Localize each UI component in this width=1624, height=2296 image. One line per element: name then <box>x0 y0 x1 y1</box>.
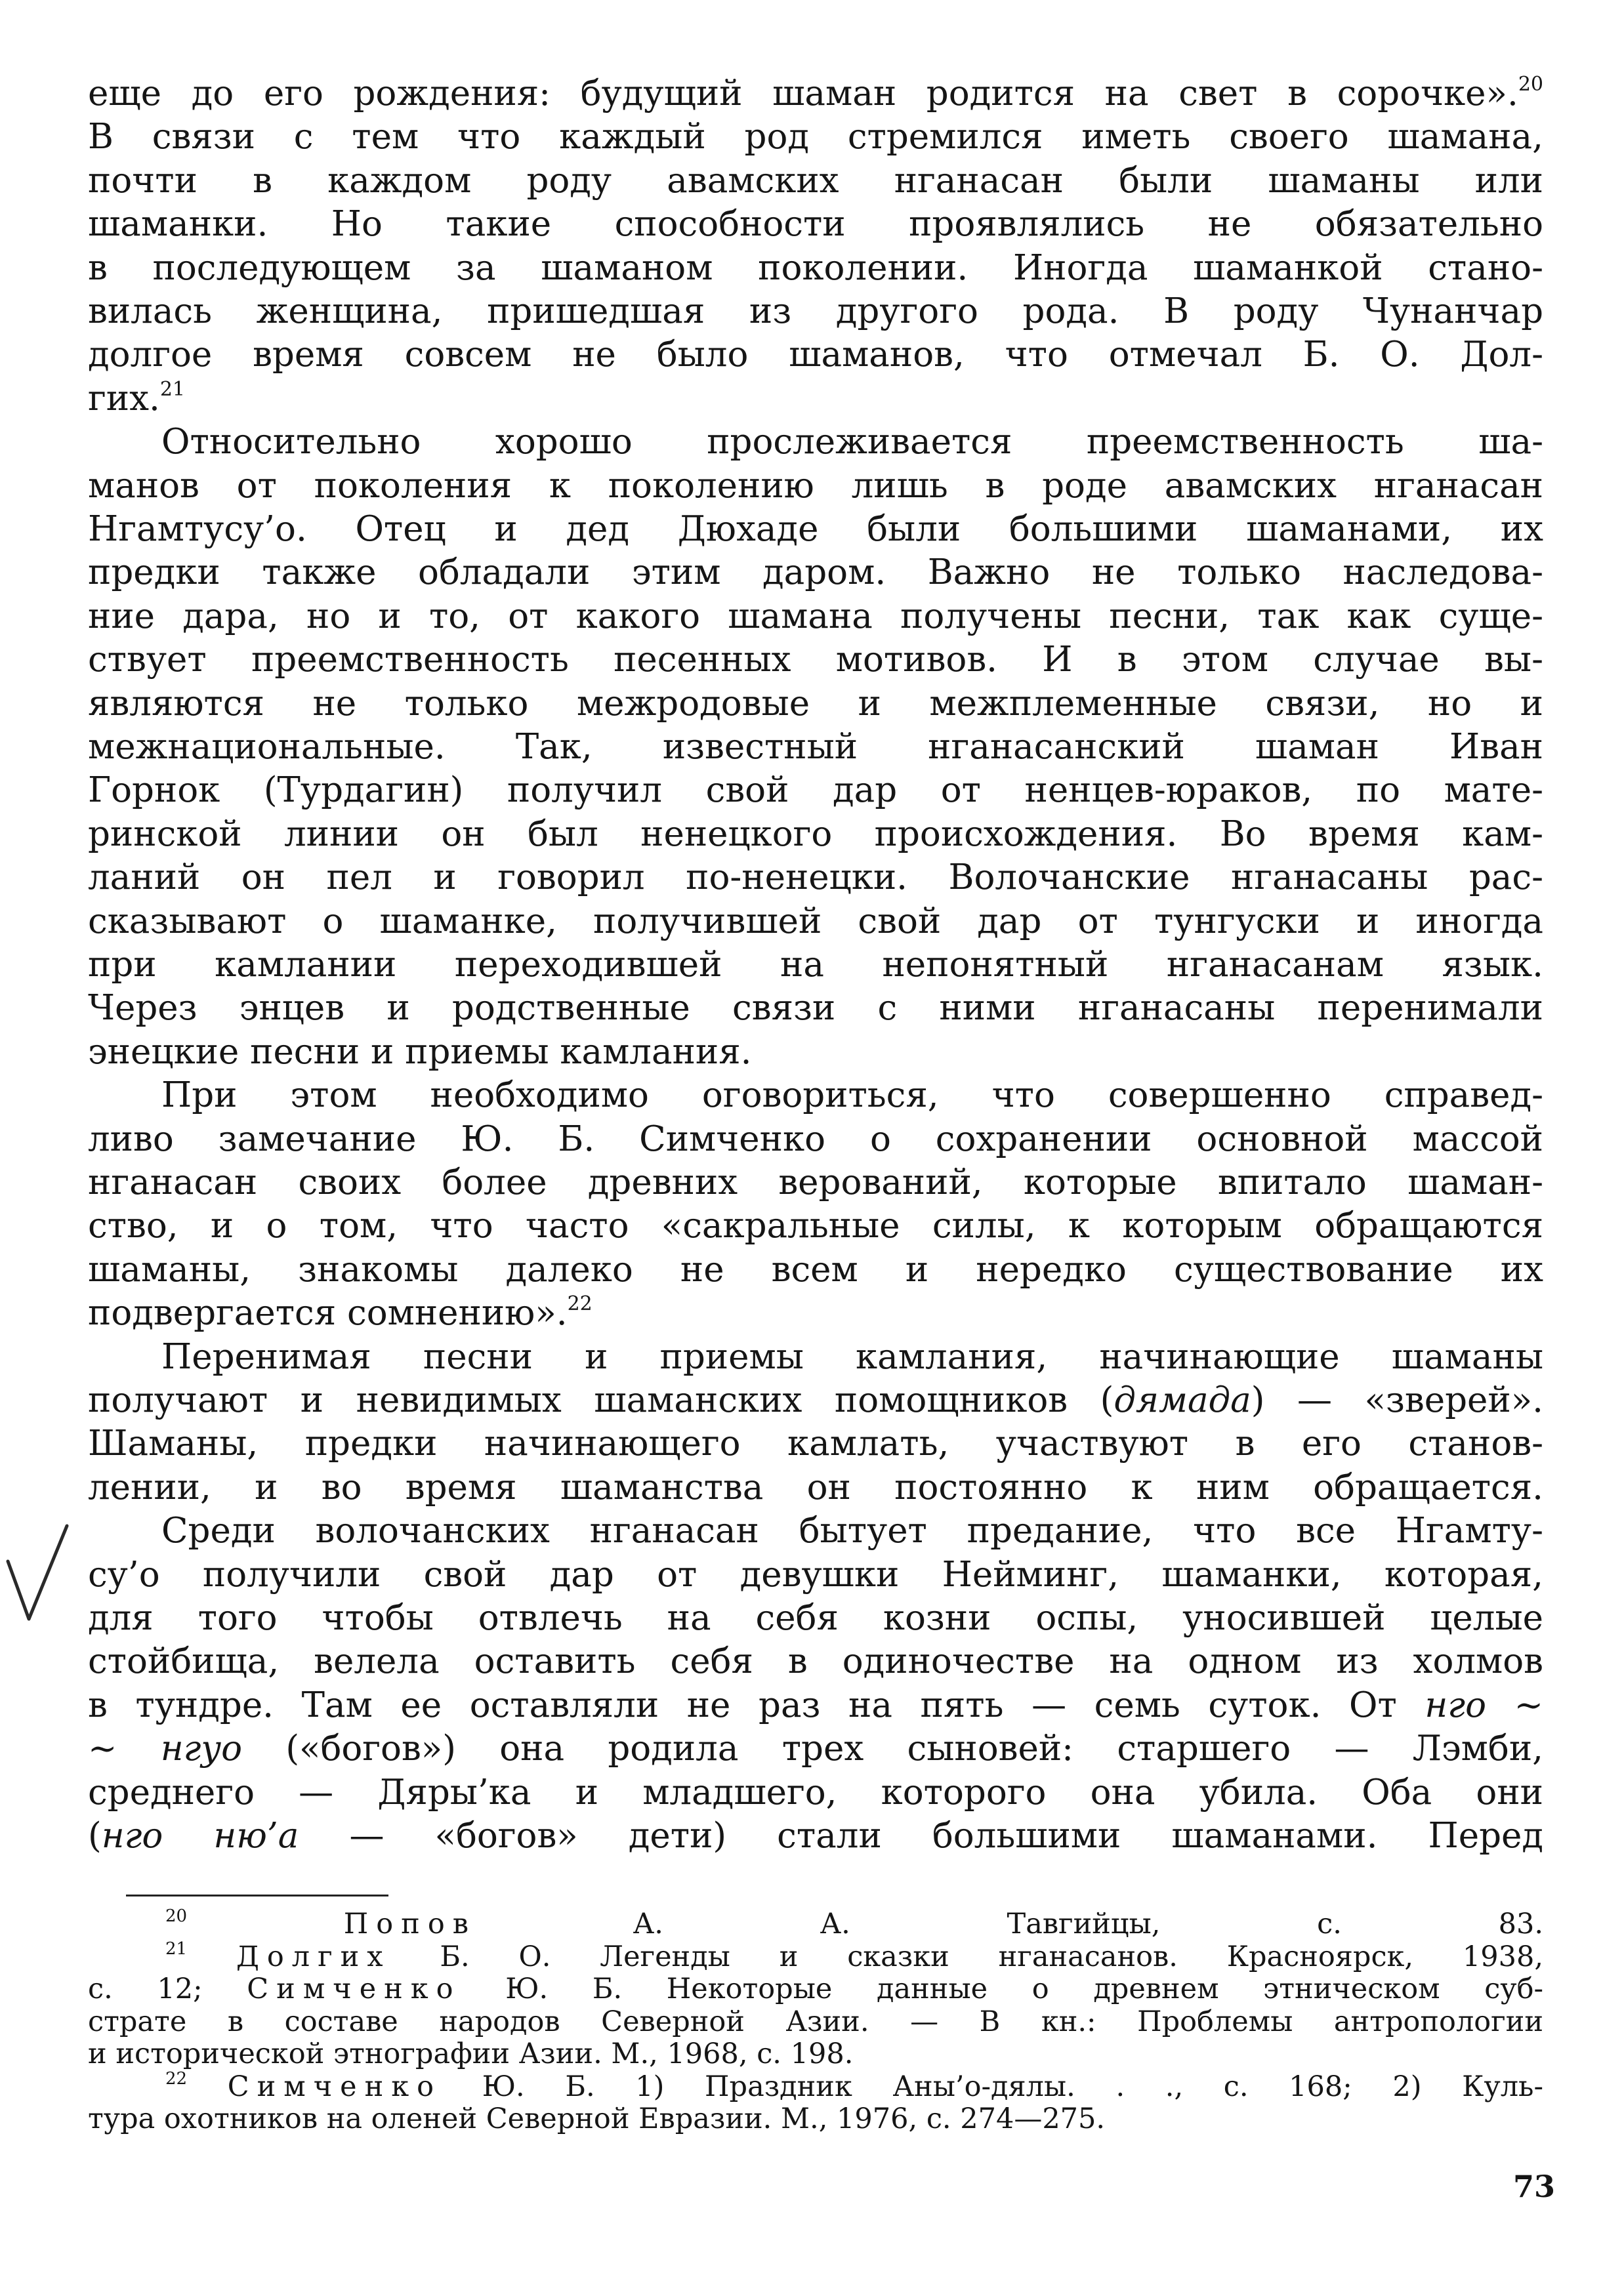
text-run: манов от поколения к поколению лишь в роде авамских нганасан <box>88 465 1543 506</box>
footnote-line <box>165 1940 1543 1973</box>
text-line <box>88 1204 1543 1248</box>
text-line <box>88 1379 1543 1422</box>
text-run: гих. <box>88 378 160 419</box>
text-line <box>88 1771 1543 1814</box>
text-run: подвергается сомнению». <box>88 1293 568 1334</box>
author-name: Симченко <box>247 1973 461 2005</box>
text-run: ство, и о том, что часто «сакральные силы, к которым обращаются <box>88 1206 1543 1246</box>
text-run: ливо замечание Ю. Б. Симченко о сохранении основной массой <box>88 1118 1543 1159</box>
footnote-divider <box>126 1895 388 1896</box>
text-line <box>88 943 1543 987</box>
footnote-line <box>165 1908 1543 1940</box>
text-run: для того чтобы отвлечь на себя козни оспы, уносившей целые <box>88 1598 1543 1638</box>
check-mark-icon <box>4 1521 76 1632</box>
text-run: межнациональные. Так, известный нганасанский шаман Иван <box>88 727 1543 767</box>
text-run: Ю. Б. 1) Праздник Аны’о-дялы. . ., с. 168; 2) Куль- <box>442 2070 1544 2103</box>
text-run <box>187 1940 236 1973</box>
text-line <box>88 203 1543 246</box>
footnote-line <box>165 2070 1543 2103</box>
text-run: энецкие песни и приемы камлания. <box>88 1031 752 1072</box>
text-run: Горнок (Турдагин) получил свой дар от ненцев-юраков, по мате- <box>88 770 1543 811</box>
text-line <box>161 1074 1543 1117</box>
text-line <box>88 290 1543 333</box>
text-line <box>88 1118 1543 1161</box>
footnote-line <box>88 2038 1543 2070</box>
text-line <box>88 1597 1543 1640</box>
footnote-ref: 20 <box>165 1906 188 1926</box>
footnote-ref: 22 <box>567 1292 593 1316</box>
text-run: страте в составе народов Северной Азии. — В кн.: Проблемы антропологии <box>88 2005 1543 2038</box>
text-line <box>88 1640 1543 1683</box>
text-run: стойбища, велела оставить себя в одиночестве на одном из холмов <box>88 1641 1543 1682</box>
text-line <box>88 159 1543 203</box>
text-line <box>88 1422 1543 1466</box>
text-run: Среди волочанских нганасан бытует предание, что все Нгамту- <box>161 1511 1543 1551</box>
text-run: лении, и во время шаманства он постоянно к ним обращается. <box>88 1467 1543 1507</box>
text-run: — «богов» дети) стали большими шаманами. Перед <box>299 1816 1544 1856</box>
footnote-line <box>88 1973 1543 2005</box>
italic-term: ~ нгуо <box>88 1729 243 1769</box>
text-run: Нгамтусу’о. Отец и дед Дюхаде были большими шаманами, их <box>88 509 1543 549</box>
text-run: ствует преемственность песенных мотивов. И в этом случае вы- <box>88 640 1543 680</box>
footnote-ref: 20 <box>1518 73 1543 96</box>
text-run: при камлании переходившей на непонятный нганасанам язык. <box>88 945 1543 985</box>
text-run: Относительно хорошо прослеживается преемственность ша- <box>161 422 1543 462</box>
text-run: тура охотников на оленей Северной Евразии. М., 1976, с. 274—275. <box>88 2102 1106 2135</box>
text-line <box>88 1031 1543 1074</box>
text-run: являются не только межродовые и межплеменные связи, но и <box>88 683 1543 724</box>
text-line <box>88 1553 1543 1597</box>
text-line <box>88 464 1543 508</box>
text-run: в тундре. Там ее оставляли не раз на пять — семь суток. От <box>88 1685 1425 1725</box>
footnote-line <box>88 2005 1543 2038</box>
text-run: ) — «зверей». <box>1251 1380 1543 1420</box>
text-run <box>187 1908 344 1940</box>
text-line <box>88 987 1543 1030</box>
text-run: предки также обладали этим даром. Важно не только наследова- <box>88 552 1543 593</box>
text-line <box>88 769 1543 812</box>
text-line <box>88 115 1543 159</box>
text-line <box>88 551 1543 594</box>
text-run: Через энцев и родственные связи с ними нганасаны перенимали <box>88 988 1543 1029</box>
text-run: вилась женщина, пришедшая из другого рода. В роду Чунанчар <box>88 291 1543 331</box>
text-line <box>88 813 1543 856</box>
text-run: ( <box>88 1816 102 1856</box>
text-line <box>88 333 1543 377</box>
text-line <box>88 1161 1543 1204</box>
italic-term: нго ню’а <box>101 1816 299 1856</box>
text-line <box>88 682 1543 726</box>
text-run: су’о получили свой дар от девушки Нейминг, шаманки, которая, <box>88 1554 1543 1595</box>
footnote-ref: 21 <box>165 1938 188 1959</box>
text-run: почти в каждом роду авамских нганасан были шаманы или <box>88 160 1543 201</box>
author-name: Долгих <box>236 1940 391 1973</box>
italic-term: дямада <box>1114 1380 1251 1420</box>
author-name: Симченко <box>227 2070 442 2103</box>
text-line <box>88 1466 1543 1509</box>
text-run: среднего — Дяры’ка и младшего, которого она убила. Оба они <box>88 1772 1543 1813</box>
text-line <box>88 1814 1543 1858</box>
text-line <box>161 1509 1543 1553</box>
text-line <box>88 1248 1543 1292</box>
footnote-ref: 22 <box>165 2068 188 2089</box>
footnote-ref: 21 <box>159 377 186 401</box>
text-run <box>187 2070 228 2103</box>
text-run: При этом необходимо оговориться, что совершенно справед- <box>161 1075 1543 1116</box>
text-run: А. А. Тавгийцы, с. 83. <box>476 1908 1543 1940</box>
text-run: шаманки. Но такие способности проявлялись не обязательно <box>88 204 1543 245</box>
footnote-line <box>88 2102 1543 2135</box>
italic-term: нго ~ <box>1425 1685 1543 1725</box>
text-run: в последующем за шаманом поколении. Иногда шаманкой стано- <box>88 247 1543 288</box>
text-line <box>88 377 1543 420</box>
text-line <box>88 595 1543 638</box>
text-run: еще до его рождения: будущий шаман родится на свет в сорочке». <box>88 73 1518 113</box>
text-run: с. 12; <box>88 1973 247 2005</box>
text-line <box>88 856 1543 899</box>
text-run: Шаманы, предки начинающего камлать, участвуют в его станов- <box>88 1424 1543 1464</box>
text-run: шаманы, знакомы далеко не всем и нередко существование их <box>88 1249 1543 1290</box>
text-line <box>88 1727 1543 1771</box>
text-line <box>88 508 1543 551</box>
text-run: получают и невидимых шаманских помощников ( <box>88 1380 1114 1420</box>
text-run: ние дара, но и то, от какого шамана получены песни, так как суще- <box>88 596 1543 636</box>
text-run: Ю. Б. Некоторые данные о древнем этническом суб- <box>461 1973 1543 2005</box>
text-run: и исторической этнографии Азии. М., 1968, с. 198. <box>88 2038 854 2070</box>
text-line <box>161 1336 1543 1379</box>
text-line <box>88 900 1543 943</box>
text-line <box>88 726 1543 769</box>
text-run: ланий он пел и говорил по-ненецки. Волочанские нганасаны рас- <box>88 857 1543 898</box>
text-line <box>161 420 1543 464</box>
text-line <box>88 638 1543 682</box>
text-run: сказывают о шаманке, получившей свой дар от тунгуски и иногда <box>88 901 1543 941</box>
text-run: долгое время совсем не было шаманов, что отмечал Б. О. Дол- <box>88 335 1543 375</box>
text-run: нганасан своих более древних верований, которые впитало шаман- <box>88 1162 1543 1202</box>
text-run: («богов») она родила трех сыновей: старшего — Лэмби, <box>242 1729 1543 1769</box>
author-name: Попов <box>343 1908 476 1940</box>
text-line <box>88 1684 1543 1727</box>
text-line <box>88 247 1543 290</box>
page-number: 73 <box>1512 2169 1555 2204</box>
text-run: Б. О. Легенды и сказки нганасанов. Красноярск, 1938, <box>390 1940 1544 1973</box>
text-run: ринской линии он был ненецкого происхождения. Во время кам- <box>88 813 1543 854</box>
text-line <box>88 1292 1543 1335</box>
text-run: В связи с тем что каждый род стремился иметь своего шамана, <box>88 117 1543 157</box>
text-run: Перенимая песни и приемы камлания, начинающие шаманы <box>161 1336 1543 1377</box>
text-line <box>88 72 1543 115</box>
